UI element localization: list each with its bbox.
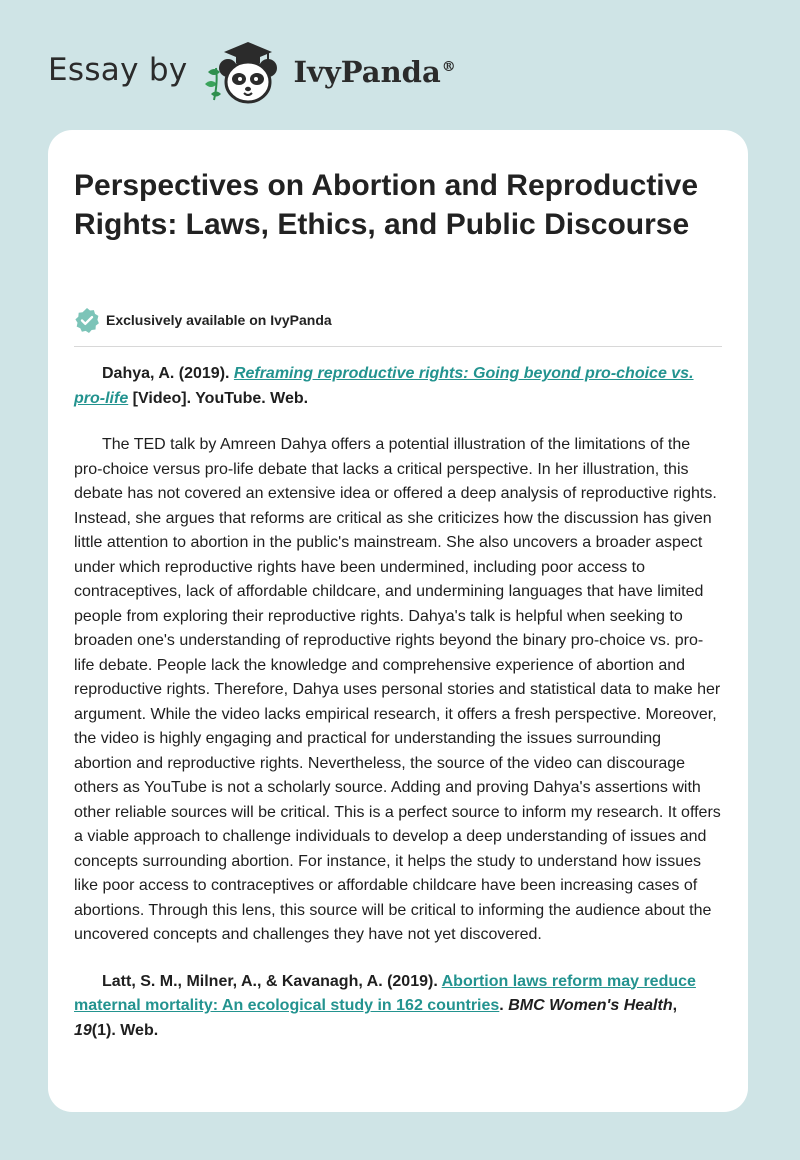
exclusive-badge-label: Exclusively available on IvyPanda — [106, 312, 332, 328]
reference-details: (1). Web. — [91, 1021, 159, 1039]
divider — [74, 346, 722, 347]
reference-journal: BMC Women's Health — [508, 997, 673, 1014]
reference-volume: 19 — [74, 1021, 92, 1039]
brand-name: IvyPanda® — [293, 55, 456, 89]
reference-dahya — [74, 362, 722, 411]
reference-authors: Latt, S. M., Milner, A., & Kavanagh, A. (2019). — [102, 972, 442, 990]
registered-mark: ® — [441, 59, 456, 76]
reference-link-latt[interactable]: Abortion laws reform may reduce maternal mortality: An ecological study in 162 countries — [74, 972, 696, 1014]
body-paragraph: The TED talk by Amreen Dahya offers a potential illustration of the limitations of the pro-choice versus pro-life debate that lacks a critical perspective. In her illustration, this debate has not covered an extensive idea or offered a deep analysis of reproductive rights. Instead, she argues that reforms are critical as she criticizes how the discussion has given little attention to abortion in the public's mainstream. She also uncovers a broader aspect under which reproductive rights have been undermined, including poor access to contraceptives, lack of affordable childcare, and undermining languages that have limited people from exploring their reproductive rights. Dahya's talk is helpful when seeking to broaden one's understanding of reproductive rights beyond the binary pro-choice vs. pro-life debate. People lack the knowledge and comprehensive experience of abortion and reproductive rights. Therefore, Dahya uses personal stories and statistical data to make her argument. While the video lacks empirical research, it offers a fresh perspective. Moreover, the video is highly engaging and practical for understanding the issues surrounding abortion and reproductive rights. Nevertheless, the source of the video can discourage others as YouTube is not a scholarly source. Adding and proving Dahya's assertions with other reliable sources will be critical. This is a perfect source to inform my research. It offers a viable approach to challenge individuals to develop a deep understanding of issues and concepts surrounding abortion. For instance, it helps the study to understand how issues like poor access to contraceptives or affordable childcare have been increasing cases of abortions. Through this lens, this source will be critical to informing the audience about the uncovered concepts and challenges they have not yet discovered. — [74, 436, 721, 943]
reference-details: [Video]. YouTube. Web. — [128, 389, 309, 407]
reference-authors: Dahya, A. (2019). — [102, 365, 234, 382]
exclusive-badge — [74, 307, 332, 333]
panda-logo-icon — [202, 38, 288, 108]
essay-title: Perspectives on Abortion and Reproductive Rights: Laws, Ethics, and Public Discourse — [74, 169, 699, 241]
reference-latt: Latt, S. M., Milner, A., & Kavanagh, A. (2019). Abortion laws reform may reduce maternal mortality: An ecological study in 162 countries. BMC Women's Health, 19(1). Web. — [74, 972, 696, 1039]
essay-body — [74, 362, 722, 1043]
brand-prefix: Essay by — [48, 52, 188, 88]
check-badge-icon — [74, 307, 100, 333]
brand-header — [48, 38, 456, 108]
essay-card — [48, 130, 748, 1112]
reference-link-dahya[interactable]: Reframing reproductive rights: Going beyond pro-choice vs. pro-life — [74, 365, 694, 407]
